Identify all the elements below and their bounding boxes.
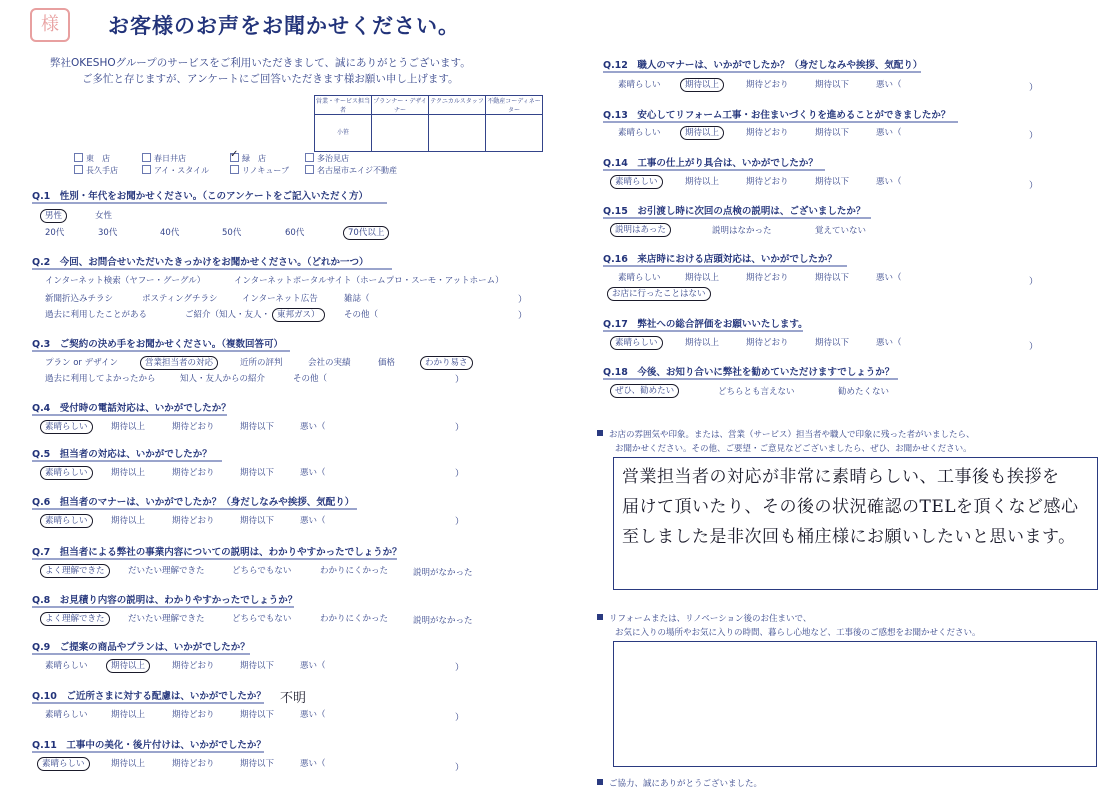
q4-option[interactable]: 期待以上 (111, 422, 146, 432)
q15-option[interactable]: 覚えていない (815, 226, 867, 236)
intro-line-2: ご多忙と存じますが、アンケートにご回答いただきます様お願い申し上げます。 (82, 73, 459, 85)
q5-option[interactable]: 悪い（ (300, 468, 326, 478)
q3-option[interactable]: 過去に利用してよかったから (45, 374, 156, 384)
q8-option[interactable]: だいたい理解できた (128, 614, 205, 624)
q13-underline (603, 121, 958, 123)
q7-option[interactable]: よく理解できた (45, 564, 110, 576)
q17-title: Q.17 弊社への総合評価をお願いいたします。 (603, 319, 808, 330)
q14-underline (603, 169, 825, 171)
bullet-square-icon (597, 779, 603, 785)
handwritten-comment-line-1: 営業担当者の対応が非常に素晴らしい、工事後も挨拶を (622, 467, 1060, 487)
store-option[interactable]: 長久手店 (74, 165, 118, 176)
q2-title: Q.2 今回、お問合せいただいたきっかけをお聞かせください。（どれか一つ） (32, 257, 369, 268)
q18-title: Q.18 今後、お知り合いに弊社を勧めていただけますでしょうか？ (603, 367, 895, 378)
q9-title: Q.9 ご提案の商品やプランは、いかがでしたか？ (32, 642, 250, 653)
q8-underline (32, 606, 294, 608)
q6-option[interactable]: 期待以下 (240, 516, 275, 526)
q11-option[interactable]: 期待どおり (172, 759, 215, 769)
q11-option[interactable]: 悪い（ (300, 759, 326, 769)
q9-option[interactable]: 素晴らしい (45, 661, 88, 671)
comment-prompt-1: お店の雰囲気や印象。または、営業（サービス）担当者や職人で印象に残った者がいましたら、 (597, 428, 975, 440)
q3-option[interactable]: その他（ (293, 374, 328, 384)
q14-paren-close: ） (1029, 181, 1039, 191)
q17-option[interactable]: 悪い（ (876, 338, 902, 348)
q3-option[interactable]: 知人・友人からの紹介 (180, 374, 266, 384)
handwritten-comment-line-2: 届けて頂いたり、その後の状況確認のTELを頂くなど感心 (622, 497, 1079, 517)
q10-option[interactable]: 期待以上 (111, 710, 146, 720)
q7-underline (32, 558, 397, 560)
q11-underline (32, 751, 264, 753)
q1-title: Q.1 性別・年代をお聞かせください。（このアンケートをご記入いただく方） (32, 191, 368, 202)
q7-option[interactable]: だいたい理解できた (128, 566, 205, 576)
q6-underline (32, 508, 357, 510)
q3-option[interactable]: 近所の評判 (240, 358, 283, 368)
q8-option[interactable]: 説明がなかった (413, 616, 473, 626)
staff-value-sales[interactable]: 小笹 (315, 115, 372, 152)
q13-option[interactable]: 悪い（ (876, 128, 902, 138)
checkbox-icon (142, 165, 151, 174)
q13-title: Q.13 安心してリフォーム工事・お住まいづくりを進めることができましたか？ (603, 110, 951, 121)
q11-paren-close: ） (455, 763, 465, 773)
q8-title: Q.8 お見積り内容の説明は、わかりやすかったでしょうか？ (32, 595, 298, 606)
q18-option[interactable]: ぜひ、勧めたい (615, 384, 679, 396)
q2-option[interactable]: ポスティングチラシ (142, 294, 218, 304)
q2-option[interactable]: インターネット広告 (242, 294, 318, 304)
q6-option[interactable]: 期待以上 (111, 516, 146, 526)
q5-option[interactable]: 期待以上 (111, 468, 146, 478)
q6-title: Q.6 担当者のマナーは、いかがでしたか？（身だしなみや挨拶、気配り） (32, 497, 355, 508)
q3-title: Q.3 ご契約の決め手をお聞かせください。（複数回答可） (32, 339, 284, 350)
q12-option[interactable]: 期待以下 (815, 80, 850, 90)
q2-paren-close: ） (518, 311, 528, 321)
q11-title: Q.11 工事中の美化・後片付けは、いかがでしたか？ (32, 740, 266, 751)
q14-option[interactable]: 期待以下 (815, 177, 850, 187)
q10-underline (32, 702, 264, 704)
q18-underline (603, 378, 898, 380)
q1-option[interactable]: 50代 (222, 228, 242, 238)
q12-option[interactable]: 悪い（ (876, 80, 902, 90)
q8-option[interactable]: わかりにくかった (320, 614, 389, 624)
q2-option[interactable]: インターネットポータルサイト（ホームプロ・スーモ・アットホーム） (234, 276, 504, 286)
q15-option[interactable]: 説明はあった (615, 223, 671, 235)
q1-option[interactable]: 男性 (45, 209, 67, 221)
q4-option[interactable]: 素晴らしい (45, 420, 93, 432)
store-option[interactable]: ✓ 緑 店 (230, 153, 266, 164)
q17-option[interactable]: 期待どおり (746, 338, 789, 348)
q17-paren-close: ） (1029, 342, 1039, 352)
q14-option[interactable]: 素晴らしい (615, 175, 663, 187)
q1-option[interactable]: 40代 (160, 228, 180, 238)
q9-option[interactable]: 期待どおり (172, 661, 215, 671)
staff-table (314, 95, 543, 152)
staff-header-planner: プランナー・デザイナー (372, 96, 429, 115)
q4-option[interactable]: 期待以下 (240, 422, 275, 432)
q9-underline (32, 653, 250, 655)
q5-title: Q.5 担当者の対応は、いかがでしたか？ (32, 449, 212, 460)
q9-option[interactable]: 期待以下 (240, 661, 275, 671)
q2-option[interactable]: 東邦ガス） (277, 308, 325, 320)
q16-option[interactable]: 期待どおり (746, 273, 789, 283)
q2-option[interactable]: 新聞折込みチラシ (45, 294, 114, 304)
q7-option[interactable]: どちらでもない (232, 566, 292, 576)
q16-option[interactable]: お店に行ったことはない (612, 287, 711, 299)
q15-title: Q.15 お引渡し時に次回の点検の説明は、ございましたか？ (603, 206, 866, 217)
q17-option[interactable]: 素晴らしい (615, 336, 663, 348)
q16-paren-close: ） (1029, 277, 1039, 287)
q2-underline (32, 268, 392, 270)
q13-option[interactable]: 期待以上 (685, 126, 724, 138)
q2-option[interactable]: インターネット検索（ヤフー・グーグル） (45, 276, 206, 286)
q5-option[interactable]: 素晴らしい (45, 466, 93, 478)
q18-option[interactable]: どちらとも言えない (718, 387, 795, 397)
q17-option[interactable]: 期待以下 (815, 338, 850, 348)
q3-paren-close: ） (455, 375, 465, 385)
checkbox-icon (74, 153, 83, 162)
staff-header-sales: 営業・サービス担当者 (315, 96, 372, 115)
q7-option[interactable]: 説明がなかった (413, 568, 473, 578)
q16-option[interactable]: 悪い（ (876, 273, 902, 283)
q6-option[interactable]: 素晴らしい (45, 514, 93, 526)
q10-option[interactable]: 期待以下 (240, 710, 275, 720)
q2-option[interactable]: その他（ (344, 310, 379, 320)
q4-option[interactable]: 期待どおり (172, 422, 215, 432)
staff-value-realestate[interactable] (486, 115, 543, 152)
q12-underline (603, 71, 921, 73)
q15-underline (603, 217, 871, 219)
q16-option[interactable]: 素晴らしい (618, 273, 661, 283)
q18-option[interactable]: 勧めたくない (838, 387, 890, 397)
q2-option[interactable]: 過去に利用したことがある (45, 310, 148, 320)
q3-option[interactable]: 会社の実績 (308, 358, 351, 368)
q1-option[interactable]: 60代 (285, 228, 305, 238)
q3-option[interactable]: わかり易さ (425, 356, 473, 368)
q10-handwritten-note: 不明 (280, 691, 307, 706)
q8-option[interactable]: どちらでもない (232, 614, 292, 624)
comment-prompt-2: リフォームまたは、リノベーション後のお住まいで、 (597, 612, 811, 624)
store-option[interactable]: 名古屋市エイジ不動産 (305, 165, 397, 176)
comment-box-2[interactable] (613, 641, 1097, 767)
q16-title: Q.16 来店時における店頭対応は、いかがでしたか？ (603, 254, 837, 265)
q17-option[interactable]: 期待以上 (685, 338, 720, 348)
q9-paren-close: ） (455, 663, 465, 673)
q7-option[interactable]: わかりにくかった (320, 566, 389, 576)
q16-underline (603, 265, 847, 267)
q1-option[interactable]: 女性 (95, 211, 113, 221)
q14-title: Q.14 工事の仕上がり具合は、いかがでしたか？ (603, 158, 818, 169)
q6-option[interactable]: 期待どおり (172, 516, 215, 526)
store-option[interactable]: 東 店 (74, 153, 110, 164)
page-title: お客様のお声をお聞かせください。 (108, 14, 460, 38)
q2-option[interactable]: ご紹介（知人・友人・ (185, 310, 271, 320)
staff-header-technical: テクニカルスタッフ (429, 96, 486, 115)
q16-option[interactable]: 期待以下 (815, 273, 850, 283)
q16-option[interactable]: 期待以上 (685, 273, 720, 283)
q14-option[interactable]: 悪い（ (876, 177, 902, 187)
q10-title: Q.10 ご近所さまに対する配慮は、いかがでしたか？ (32, 691, 266, 702)
q13-option[interactable]: 期待以下 (815, 128, 850, 138)
q4-title: Q.4 受付時の電話対応は、いかがでしたか？ (32, 403, 231, 414)
intro-line-1: 弊社OKESHOグループのサービスをご利用いただきまして、誠にありがとうございます。 (50, 57, 471, 69)
checkbox-icon (142, 153, 151, 162)
q3-option[interactable]: プラン or デザイン (45, 358, 119, 368)
q6-paren-close: ） (455, 517, 465, 527)
q2-paren-close: ） (518, 295, 528, 305)
q14-option[interactable]: 期待どおり (746, 177, 789, 187)
store-option[interactable]: リノキューブ (230, 165, 289, 176)
q17-underline (603, 330, 803, 332)
q4-option[interactable]: 悪い（ (300, 422, 326, 432)
q9-option[interactable]: 期待以上 (111, 659, 150, 671)
q4-underline (32, 414, 227, 416)
thanks-note: ご協力、誠にありがとうございました。 (597, 777, 762, 789)
checkbox-checked-icon (230, 153, 239, 162)
q11-option[interactable]: 期待以上 (111, 759, 146, 769)
checkbox-icon (74, 165, 83, 174)
q1-option[interactable]: 30代 (98, 228, 118, 238)
q5-underline (32, 460, 222, 462)
checkbox-icon (230, 165, 239, 174)
q13-option[interactable]: 素晴らしい (618, 128, 661, 138)
q1-option[interactable]: 20代 (45, 228, 65, 238)
q12-option[interactable]: 素晴らしい (618, 80, 661, 90)
q5-option[interactable]: 期待どおり (172, 468, 215, 478)
staff-header-realestate: 不動産コーディネーター (486, 96, 543, 115)
store-option[interactable]: 春日井店 (142, 153, 186, 164)
q13-paren-close: ） (1029, 131, 1039, 141)
q12-paren-close: ） (1029, 83, 1039, 93)
checkbox-icon (305, 153, 314, 162)
q7-title: Q.7 担当者による弊社の事業内容についての説明は、わかりやすかったでしょうか？ (32, 547, 402, 558)
store-option[interactable]: アイ・スタイル (142, 165, 209, 176)
staff-value-planner[interactable] (372, 115, 429, 152)
comment-prompt-1b: お聞かせください。その他、ご要望・ご意見などございましたら、ぜひ、お聞かせください。 (615, 444, 972, 454)
q12-title: Q.12 職人のマナーは、いかがでしたか？（身だしなみや挨拶、気配り） (603, 60, 923, 71)
q11-option[interactable]: 素晴らしい (42, 757, 90, 769)
q14-option[interactable]: 期待以上 (685, 177, 720, 187)
q9-option[interactable]: 悪い（ (300, 661, 326, 671)
handwritten-comment-line-3: 至しました是非次回も桶庄様にお願いしたいと思います。 (622, 527, 1076, 547)
q3-option[interactable]: 価格 (378, 358, 396, 368)
q15-option[interactable]: 説明はなかった (712, 226, 772, 236)
checkbox-icon (305, 165, 314, 174)
q13-option[interactable]: 期待どおり (746, 128, 789, 138)
q8-option[interactable]: よく理解できた (45, 612, 110, 624)
q3-underline (32, 350, 290, 352)
q10-option[interactable]: 悪い（ (300, 710, 326, 720)
q6-option[interactable]: 悪い（ (300, 516, 326, 526)
q1-underline (32, 202, 387, 204)
q12-option[interactable]: 期待どおり (746, 80, 789, 90)
q11-option[interactable]: 期待以下 (240, 759, 275, 769)
q5-paren-close: ） (455, 469, 465, 479)
company-stamp-logo: 様 (30, 8, 70, 42)
q2-option[interactable]: 雑誌（ (344, 294, 370, 304)
q4-paren-close: ） (455, 423, 465, 433)
q3-option[interactable]: 営業担当者の対応 (145, 356, 218, 368)
q10-option[interactable]: 素晴らしい (45, 710, 88, 720)
bullet-square-icon (597, 430, 603, 436)
q12-option[interactable]: 期待以上 (685, 78, 724, 90)
q10-option[interactable]: 期待どおり (172, 710, 215, 720)
q1-option[interactable]: 70代以上 (348, 226, 389, 238)
comment-prompt-2b: お気に入りの場所やお気に入りの時間、暮らし心地など、工事後のご感想をお聞かせください。 (615, 628, 981, 638)
q5-option[interactable]: 期待以下 (240, 468, 275, 478)
store-option[interactable]: 多治見店 (305, 153, 349, 164)
staff-value-technical[interactable] (429, 115, 486, 152)
bullet-square-icon (597, 614, 603, 620)
q10-paren-close: ） (455, 713, 465, 723)
